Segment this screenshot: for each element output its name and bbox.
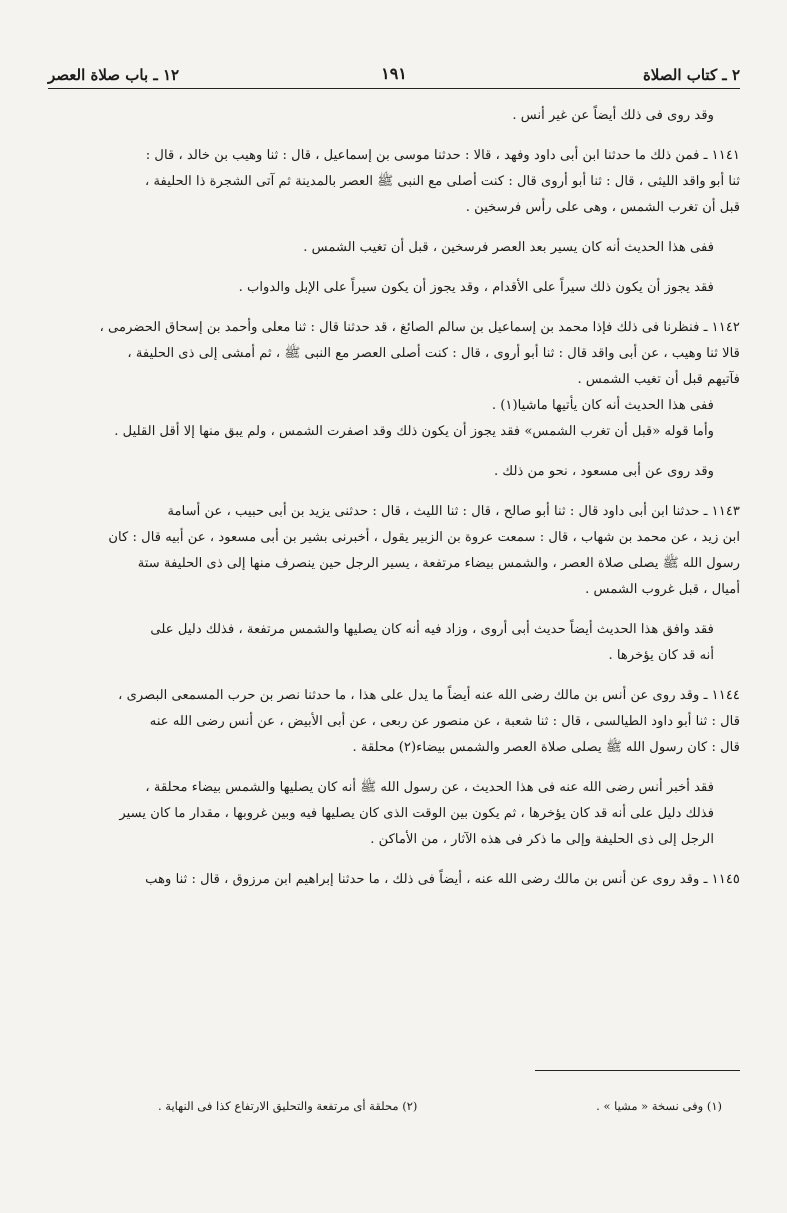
paragraph-p1142c — [48, 419, 740, 445]
text-line: ١١٤٤ ـ وقد روى عن أنس بن مالك رضى الله عنه أيضاً ما يدل على هذا ، ما حدثنا نصر بن حرب المسمعى البصرى ، — [118, 688, 740, 703]
paragraph-gap — [48, 485, 740, 499]
text-line: ففى هذا الحديث أنه كان يأتيها ماشيا(١) . — [491, 398, 714, 413]
text-line: وأما قوله «قبل أن تغرب الشمس» فقد يجوز أن يكون ذلك وقد اصفرت الشمس ، ولم يبق منها إلا أقل القليل . — [114, 424, 714, 439]
text-line: الرجل إلى ذى الحليفة وإلى ما ذكر فى هذه الآثار ، من الأماكن . — [370, 832, 714, 847]
paragraph-p1144 — [48, 683, 740, 761]
section-title: ١٢ ـ باب صلاة العصر — [48, 66, 180, 84]
paragraph-p1141b — [48, 235, 740, 261]
footnote-2: (٢) محلقة أى مرتفعة والتحليق الارتفاع كذا فى النهاية . — [158, 1099, 418, 1114]
text-line: قالا ثنا وهيب ، عن أبى واقد قال : ثنا أبو أروى ، قال : كنت أصلى العصر مع النبى ﷺ ، ثم أمشى إلى ذى الحليفة ، — [127, 346, 740, 361]
text-line: ففى هذا الحديث أنه كان يسير بعد العصر فرسخين ، قبل أن تغيب الشمس . — [303, 240, 714, 255]
text-line: قال : كان رسول الله ﷺ يصلى صلاة العصر والشمس بيضاء(٢) محلقة . — [352, 740, 740, 755]
text-line: فقد أخبر أنس رضى الله عنه فى هذا الحديث ، عن رسول الله ﷺ أنه كان يصليها والشمس بيضاء محلقة ، — [145, 780, 714, 795]
text-line: ١١٤١ ـ فمن ذلك ما حدثنا ابن أبى داود وفهد ، قالا : حدثنا موسى بن إسماعيل ، قال : ثنا وهيب بن خالد ، قال : — [145, 148, 740, 163]
paragraph-gap — [48, 669, 740, 683]
paragraph-p1145 — [48, 867, 740, 893]
text-line: رسول الله ﷺ يصلى صلاة العصر ، والشمس بيضاء مرتفعة ، يسير الرجل حين ينصرف منها إلى ذى الحليفة ستة — [137, 556, 740, 571]
paragraph-gap — [48, 603, 740, 617]
page-number: ١٩١ — [381, 64, 407, 83]
paragraph-p1142d — [48, 459, 740, 485]
text-line: وقد روى عن أبى مسعود ، نحو من ذلك . — [493, 464, 714, 479]
text-line: ١١٤٢ ـ فنظرنا فى ذلك فإذا محمد بن إسماعيل بن سالم الصائغ ، قد حدثنا قال : ثنا معلى وأحمد بن إسحاق الحضرمى ، — [99, 320, 740, 335]
paragraph-p1143b — [48, 617, 740, 669]
paragraph-p1142b — [48, 393, 740, 419]
text-line: فذلك دليل على أنه قد كان يؤخرها ، ثم يكون بين الوقت الذى كان يصليها فيه وبين غروبها ، مقدار ما كان يسير — [119, 806, 714, 821]
paragraph-gap — [48, 853, 740, 867]
footnote-1: (١) وفى نسخة « مشيا » . — [596, 1099, 722, 1114]
text-line: ١١٤٥ ـ وقد روى عن أنس بن مالك رضى الله عنه ، أيضاً فى ذلك ، ما حدثنا إبراهيم ابن مرزوق ، قال : ثنا وهب — [145, 872, 740, 887]
text-line: فقد وافق هذا الحديث أيضاً حديث أبى أروى ، وزاد فيه أنه كان يصليها والشمس مرتفعة ، فذلك دليل على — [150, 622, 714, 637]
text-line: قبل أن تغرب الشمس ، وهى على رأس فرسخين . — [465, 200, 740, 215]
chapter-title: ٢ ـ كتاب الصلاة — [642, 66, 740, 84]
paragraph-p0 — [48, 103, 740, 129]
text-line: فآتيهم قبل أن تغيب الشمس . — [577, 372, 740, 387]
text-line: أميال ، قبل غروب الشمس . — [585, 582, 740, 597]
page-body — [48, 103, 740, 893]
text-line: قال : ثنا أبو داود الطيالسى ، قال : ثنا شعبة ، عن منصور عن ربعى ، عن أبى الأبيض ، عن أنس رضى الله عنه — [149, 714, 740, 729]
text-line: أنه قد كان يؤخرها . — [608, 648, 714, 663]
paragraph-gap — [48, 129, 740, 143]
running-header — [48, 62, 740, 89]
footnotes — [48, 1070, 740, 1115]
paragraph-gap — [48, 445, 740, 459]
book-page — [48, 62, 740, 1162]
text-line: وقد روى فى ذلك أيضاً عن غير أنس . — [512, 108, 714, 123]
text-line: ثنا أبو واقد الليثى ، قال : ثنا أبو أروى قال : كنت أصلى مع النبى ﷺ العصر بالمدينة ثم آتى الشجرة ذا الحليفة ، — [145, 174, 740, 189]
paragraph-gap — [48, 261, 740, 275]
text-line: ابن زيد ، عن محمد بن شهاب ، قال : سمعت عروة بن الزبير يقول ، أخبرنى بشير بن أبى مسعود ، عن أبيه قال : كان — [108, 530, 740, 545]
paragraph-p1141c — [48, 275, 740, 301]
paragraph-p1142 — [48, 315, 740, 393]
paragraph-gap — [48, 301, 740, 315]
text-line: ١١٤٣ ـ حدثنا ابن أبى داود قال : ثنا أبو صالح ، قال : ثنا الليث ، قال : حدثنى يزيد بن أبى حبيب ، عن أسامة — [167, 504, 740, 519]
paragraph-gap — [48, 761, 740, 775]
paragraph-p1143 — [48, 499, 740, 603]
footnote-rule — [535, 1070, 740, 1071]
paragraph-p1141 — [48, 143, 740, 221]
paragraph-p1144b — [48, 775, 740, 853]
paragraph-gap — [48, 221, 740, 235]
text-line: فقد يجوز أن يكون ذلك سيراً على الأقدام ، وقد يجوز أن يكون سيراً على الإبل والدواب . — [238, 280, 714, 295]
